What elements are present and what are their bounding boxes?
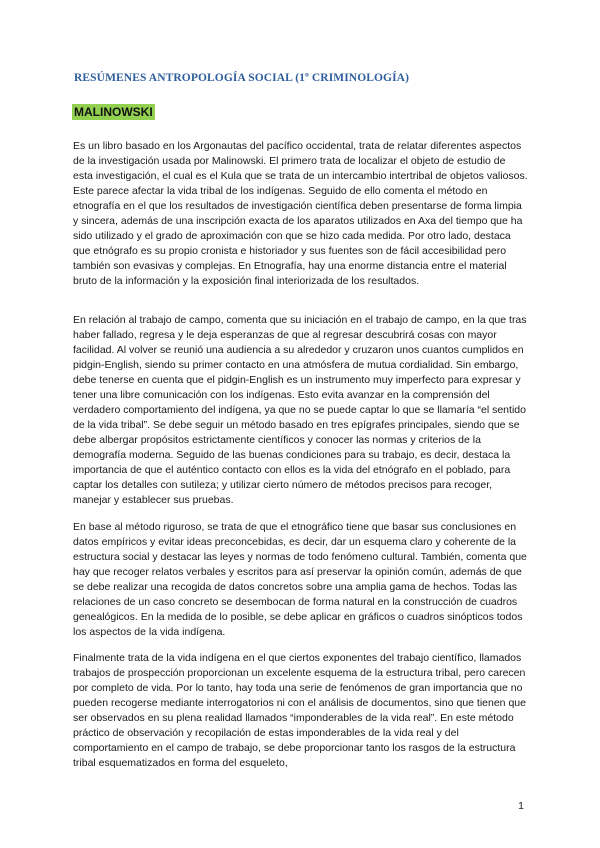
document-title: RESÚMENES ANTROPOLOGÍA SOCIAL (1º CRIMINOLOGÍA) xyxy=(74,72,410,84)
section-heading-malinowski: MALINOWSKI xyxy=(74,105,153,119)
paragraph-intro: Es un libro basado en los Argonautas del pacífico occidental, trata de relatar diferentes aspectos de la investigación usada por Malinowski. El primero trata de localizar el objeto de estudio de esta investigación, el cual es el Kula que se trata de un intercambio intertribal de objetos valiosos. Este parece afectar la vida tribal de los indígenas. Seguido de ello comenta el método en etnografía en el que los resultados de investigación científica deben presentarse de forma limpia y sincera, además de una inscripción exacta de los aparatos utilizados en Axa del tiempo que ha sido utilizado y el grado de aproximación con que se hizo cada medida. Por otro lado, destaca que etnógrafo es su propio cronista e historiador y sus fuentes son de fácil accesibilidad pero también son evasivas y complejas. En Etnografía, hay una enorme distancia entre el material bruto de la información y la exposición final interiorizada de los resultados. xyxy=(73,140,528,287)
paragraph-method: En base al método riguroso, se trata de que el etnográfico tiene que basar sus conclusiones en datos empíricos y evitar ideas preconcebidas, es decir, dar un esquema claro y coherente de la estructura social y destacar las leyes y normas de todo fenómeno cultural. También, comenta que hay que recoger relatos verbales y escritos para así preservar la opinión común, además de que se debe realizar una recogida de datos concretos sobre una amplia gama de hechos. Todas las relaciones de un caso concreto se desembocan de forma natural en la construcción de cuadros genealógicos. En la medida de lo posible, se debe aplicar en gráficos o cuadros sinópticos todos los aspectos de la vida indígena. xyxy=(73,521,527,638)
page-number: 1 xyxy=(518,800,524,812)
paragraph-fieldwork: En relación al trabajo de campo, comenta que su iniciación en el trabajo de campo, en la que tras haber fallado, regresa y le deja esperanzas de que al regresar descubrirá cosas con mayor facilidad. Al volver se reunió una audiencia a su alrededor y cruzaron unos cuantos cumplidos en pidgin-English, siendo su primer contacto en una atmósfera de mutua cordialidad. Sin embargo, debe tenerse en cuenta que el pidgin-English es un instrumento muy imperfecto para expresar y tener una libre comunicación con los indígenas. Esto evita avanzar en la comprensión del verdadero comportamiento del indígena, ya que no se puede captar lo que se llamaría “el sentido de la vida tribal”. Se debe seguir un método basado en tres epígrafes principales, siendo que se debe albergar propósitos estrictamente científicos y conocer las normas y criterios de la demografía moderna. Seguido de las buenas condiciones para su trabajo, es decir, destaca la importancia de que el auténtico contacto con ellos es la vida del etnógrafo en el poblado, para captar los detalles con sutileza; y utilizar cierto número de métodos precisos para recoger, manejar y establecer sus pruebas. xyxy=(73,314,527,506)
paragraph-indigenous-life: Finalmente trata de la vida indígena en el que ciertos exponentes del trabajo científico, llamados trabajos de prospección proporcionan un excelente esquema de la estructura tribal, pero carecen por completo de vida. Por lo tanto, hay toda una serie de fenómenos de gran importancia que no pueden recogerse mediante interrogatorios ni con el análisis de documentos, sino que tienen que ser observados en su plena realidad llamados “imponderables de la vida real”. En este método práctico de observación y recopilación de estas imponderables de la vida real y del comportamiento en el campo de trabajo, se debe proporcionar tanto los rasgos de la estructura tribal esquematizados en forma del esqueleto, xyxy=(73,652,526,769)
